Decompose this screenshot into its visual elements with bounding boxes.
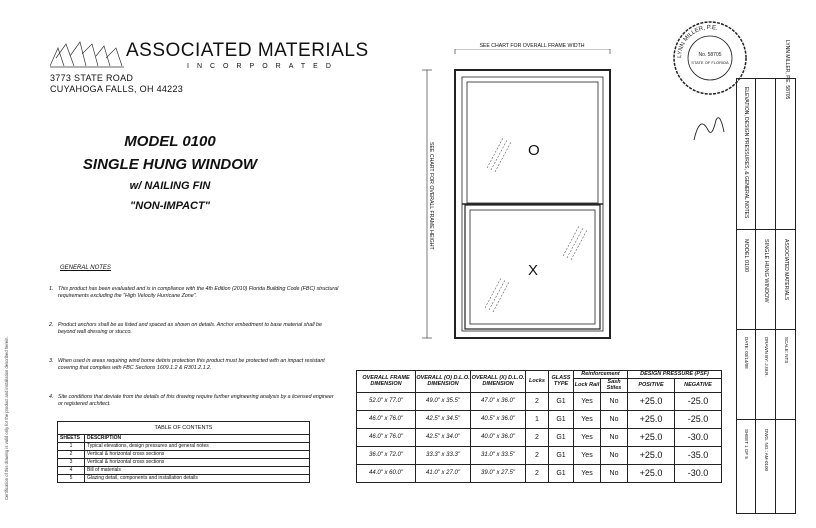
- cell-x-dlo: 31.0" x 33.5": [471, 446, 526, 464]
- title-block-client: ASSOCIATED MATERIALS: [783, 239, 789, 301]
- header-o-dlo: OVERALL (O) D.L.O. DIMENSION: [416, 371, 471, 393]
- cell-frame: 44.0" x 60.0": [357, 464, 416, 482]
- lower-sash-operable-symbol: X: [528, 262, 539, 279]
- engineer-cert-text: LYNN MILLER, P.E. 58705: [784, 40, 790, 100]
- cell-frame: 46.0" x 76.0": [357, 428, 416, 446]
- cell-sash-stiles: No: [601, 392, 628, 410]
- general-note-3: [49, 358, 339, 373]
- toc-sheet: 3: [58, 459, 85, 467]
- note-text: This product has been evaluated and is in compliance with the 4th Edition (2010) Florida Building Code (FBC) structural requirements excluding the "High Velocity Hurricane Zone".: [58, 286, 339, 300]
- toc-sheet: 5: [58, 475, 85, 483]
- cell-frame: 46.0" x 76.0": [357, 410, 416, 428]
- cell-lock-rail: Yes: [574, 410, 601, 428]
- product-subtitle: w/ NAILING FIN: [129, 180, 211, 192]
- title-block-drawing-title: ELEVATION, DESIGN PRESSURES, & GENERAL NOTES: [743, 87, 749, 219]
- general-notes-heading: GENERAL NOTES: [60, 265, 111, 271]
- header-positive: POSITIVE: [628, 378, 675, 392]
- toc-title: TABLE OF CONTENTS: [58, 422, 310, 435]
- toc-description: Typical elevations, design pressures and general notes: [85, 443, 310, 451]
- table-row: [357, 392, 722, 410]
- table-row: [58, 459, 310, 467]
- table-row: [58, 467, 310, 475]
- cell-x-dlo: 40.0" x 36.0": [471, 428, 526, 446]
- cell-glass: G1: [549, 428, 574, 446]
- company-address-line2: CUYAHOGA FALLS, OH 44223: [50, 84, 184, 94]
- cell-x-dlo: 40.5" x 36.0": [471, 410, 526, 428]
- cell-sash-stiles: No: [601, 410, 628, 428]
- title-block-model: MODEL 0100: [743, 239, 749, 273]
- cell-negative: -30.0: [675, 464, 722, 482]
- general-note-2: [49, 322, 339, 337]
- header-lock-rail: Lock Rail: [574, 378, 601, 392]
- title-block-dwg-no: DWG. NO.: AM-0100: [764, 429, 769, 472]
- table-row: [357, 464, 722, 482]
- cell-lock-rail: Yes: [574, 392, 601, 410]
- company-name: ASSOCIATED MATERIALS: [126, 40, 369, 61]
- impact-rating: "NON-IMPACT": [130, 200, 210, 212]
- cell-glass: G1: [549, 410, 574, 428]
- engineer-signature: [690, 108, 730, 148]
- title-block-date: DATE: 03/14/08: [744, 337, 749, 369]
- product-title: SINGLE HUNG WINDOW: [82, 156, 258, 173]
- toc-sheet: 1: [58, 443, 85, 451]
- note-text: When used in areas requiring wind borne debris protection this product must be protected with an impact resistant covering that complies with FBC Sections 1609.1.2 & R301.2.1.2.: [58, 358, 325, 372]
- cell-locks: 2: [526, 392, 549, 410]
- table-row: [58, 451, 310, 459]
- cell-x-dlo: 39.0" x 27.5": [471, 464, 526, 482]
- toc-header-sheets: SHEETS: [58, 435, 85, 443]
- table-row: [58, 443, 310, 451]
- seal-state: STATE OF FLORIDA: [691, 60, 729, 65]
- cell-positive: +25.0: [628, 410, 675, 428]
- company-subtitle: INCORPORATED: [187, 63, 339, 70]
- model-title: MODEL 0100: [124, 133, 216, 150]
- toc-sheet: 2: [58, 451, 85, 459]
- title-block-drawn-by: DRAWN BY: J.W.R.: [764, 337, 769, 377]
- note-text: Site conditions that deviate from the details of this drawing require further engineering analysis by a licensed engineer or registered architect.: [58, 394, 334, 408]
- seal-license-number: No. 58705: [698, 52, 722, 58]
- cell-positive: +25.0: [628, 428, 675, 446]
- cell-lock-rail: Yes: [574, 446, 601, 464]
- cell-o-dlo: 49.0" x 35.5": [416, 392, 471, 410]
- cell-sash-stiles: No: [601, 446, 628, 464]
- title-block-sheet: SHEET 1 OF 5: [744, 429, 749, 459]
- header-x-dlo: OVERALL (X) D.L.O. DIMENSION: [471, 371, 526, 393]
- general-note-1: [49, 286, 339, 301]
- toc-description: Glazing detail, components and installation details: [85, 475, 310, 483]
- header-locks: Locks: [526, 371, 549, 393]
- seal-ring-text: LYNN MILLER, P.E.: [676, 24, 719, 59]
- cell-negative: -30.0: [675, 428, 722, 446]
- header-sash-stiles: Sash Stiles: [601, 378, 628, 392]
- toc-description: Vertical & horizontal cross sections: [85, 451, 310, 459]
- cell-locks: 2: [526, 446, 549, 464]
- cell-locks: 2: [526, 464, 549, 482]
- header-glass-type: GLASS TYPE: [549, 371, 574, 393]
- cell-negative: -25.0: [675, 410, 722, 428]
- frame-height-label: SEE CHART FOR OVERALL FRAME HEIGHT: [428, 142, 434, 250]
- table-row: [357, 410, 722, 428]
- cell-sash-stiles: No: [601, 464, 628, 482]
- cell-frame: 36.0" x 72.0": [357, 446, 416, 464]
- cell-glass: G1: [549, 392, 574, 410]
- cell-locks: 1: [526, 410, 549, 428]
- header-design-pressure: DESIGN PRESSURE (PSF): [628, 371, 722, 379]
- toc-description: Bill of materials: [85, 467, 310, 475]
- table-row: [357, 428, 722, 446]
- cell-glass: G1: [549, 464, 574, 482]
- cell-positive: +25.0: [628, 446, 675, 464]
- cell-o-dlo: 41.0" x 27.0": [416, 464, 471, 482]
- title-block: [736, 78, 796, 514]
- cell-negative: -35.0: [675, 446, 722, 464]
- cell-o-dlo: 33.3" x 33.3": [416, 446, 471, 464]
- cell-negative: -25.0: [675, 392, 722, 410]
- header-frame-dimension: OVERALL FRAME DIMENSION: [357, 371, 416, 393]
- company-address-line1: 3773 STATE ROAD: [50, 73, 134, 83]
- cell-positive: +25.0: [628, 464, 675, 482]
- note-number: 2.: [49, 322, 54, 328]
- header-negative: NEGATIVE: [675, 378, 722, 392]
- cell-x-dlo: 47.0" x 36.0": [471, 392, 526, 410]
- header-reinforcement: Reinforcement: [574, 371, 628, 379]
- table-of-contents: [57, 421, 310, 483]
- cell-positive: +25.0: [628, 392, 675, 410]
- cell-frame: 52.0" x 77.0": [357, 392, 416, 410]
- cell-locks: 2: [526, 428, 549, 446]
- title-block-product: SINGLE HUNG WINDOW: [763, 239, 769, 303]
- cell-lock-rail: Yes: [574, 464, 601, 482]
- cell-glass: G1: [549, 446, 574, 464]
- note-text: Product anchors shall be as listed and spaced as shown on details. Anchor embedment to base material shall be beyond wall dressing or stucco.: [58, 322, 322, 336]
- note-number: 3.: [49, 358, 54, 364]
- toc-header-description: DESCRIPTION: [85, 435, 310, 443]
- design-pressure-table: [356, 370, 722, 483]
- cell-sash-stiles: No: [601, 428, 628, 446]
- left-margin-note: Certification of this drawing is valid only for the product and installation described herein.: [4, 336, 9, 500]
- company-logo-mark: [46, 40, 126, 70]
- toc-sheet: 4: [58, 467, 85, 475]
- note-number: 1.: [49, 286, 54, 292]
- title-block-scale: SCALE: NTS: [784, 337, 789, 364]
- table-row: [357, 446, 722, 464]
- note-number: 4.: [49, 394, 54, 400]
- cell-o-dlo: 42.5" x 34.0": [416, 428, 471, 446]
- general-note-4: [49, 394, 339, 409]
- frame-width-label: SEE CHART FOR OVERALL FRAME WIDTH: [452, 43, 612, 49]
- table-row: [58, 475, 310, 483]
- cell-lock-rail: Yes: [574, 428, 601, 446]
- toc-description: Vertical & horizontal cross sections: [85, 459, 310, 467]
- window-elevation-drawing: [415, 38, 630, 343]
- upper-sash-fixed-symbol: O: [528, 142, 540, 159]
- cell-o-dlo: 42.5" x 34.5": [416, 410, 471, 428]
